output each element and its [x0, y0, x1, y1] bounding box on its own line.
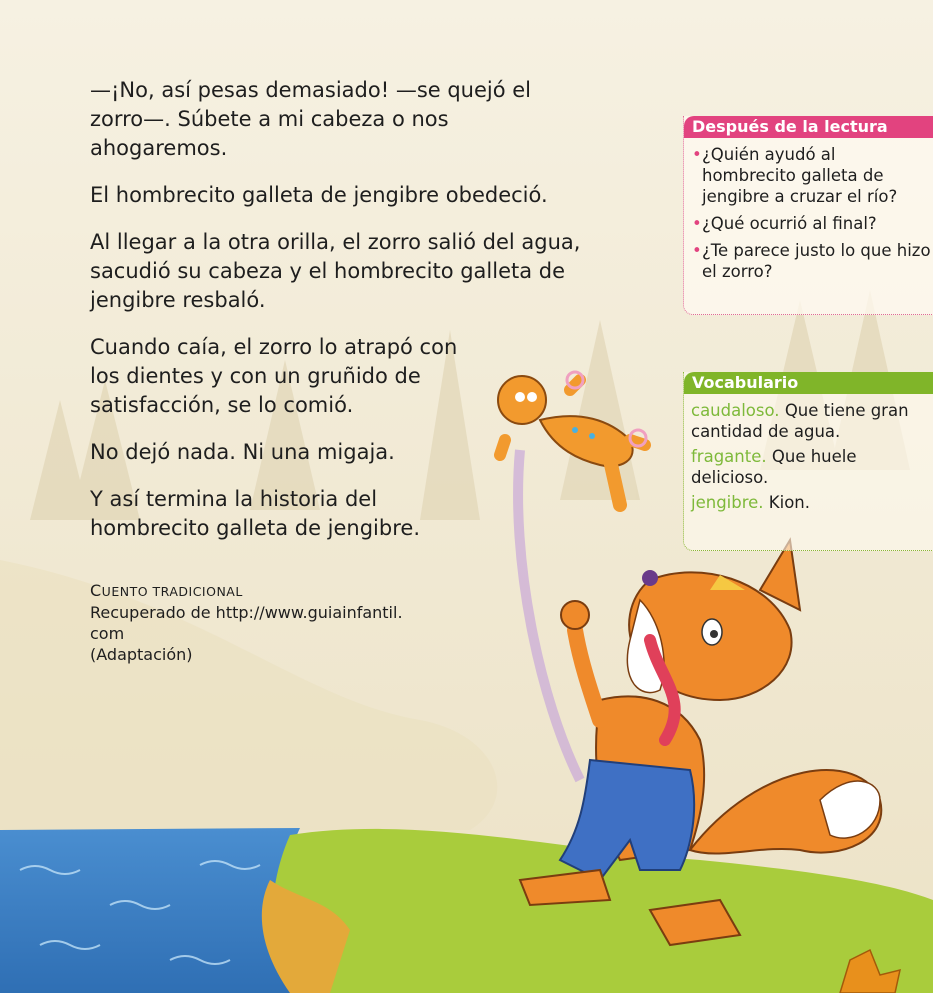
vocabulary-definition: Kion. — [768, 493, 810, 512]
credit-label: CUENTO TRADICIONAL — [90, 581, 243, 600]
question-item: • ¿Te parece justo lo que hizo el zorro? — [702, 240, 933, 282]
vocabulary-definition: Que huele delicioso. — [691, 447, 857, 487]
source-credit — [90, 580, 490, 665]
vocabulary-entry — [691, 492, 933, 513]
story-paragraph: Y así termina la historia del hombrecito galleta de jengibre. — [90, 487, 420, 540]
question-list — [684, 144, 933, 282]
question-item: • ¿Qué ocurrió al final? — [702, 213, 933, 234]
vocabulary-term: fragante. — [691, 447, 767, 466]
credit-source-url-end: com — [90, 624, 125, 643]
vocabulary-term: jengibre. — [691, 493, 764, 512]
credit-source-url: Recuperado de http://www.guiainfantil. — [90, 603, 403, 622]
story-paragraph: No dejó nada. Ni una migaja. — [90, 440, 395, 464]
vocabulary-entry — [691, 446, 933, 488]
question-item: • ¿Quién ayudó al hombrecito galleta de jengibre a cruzar el río? — [702, 144, 933, 207]
credit-adaptation: (Adaptación) — [90, 645, 193, 664]
story-paragraph: —¡No, así pesas demasiado! —se quejó el zorro—. Súbete a mi cabeza o nos ahogaremos. — [90, 78, 532, 160]
vocabulary-title: Vocabulario — [684, 372, 933, 394]
story-paragraph: Al llegar a la otra orilla, el zorro salió del agua, sacudió su cabeza y el hombrecito galleta de jengibre resbaló. — [90, 230, 581, 312]
after-reading-box — [683, 116, 933, 315]
vocabulary-box — [683, 372, 933, 551]
story-text — [90, 76, 650, 561]
story-paragraph: El hombrecito galleta de jengibre obedeció. — [90, 183, 548, 207]
vocabulary-term: caudaloso. — [691, 401, 780, 420]
vocabulary-entry — [691, 400, 933, 442]
after-reading-title: Después de la lectura — [684, 116, 933, 138]
river-water — [0, 828, 300, 993]
story-paragraph: Cuando caía, el zorro lo atrapó con los dientes y con un gruñido de satisfacción, se lo comió. — [90, 335, 458, 417]
vocabulary-definition: Que tiene gran cantidad de agua. — [691, 401, 909, 441]
